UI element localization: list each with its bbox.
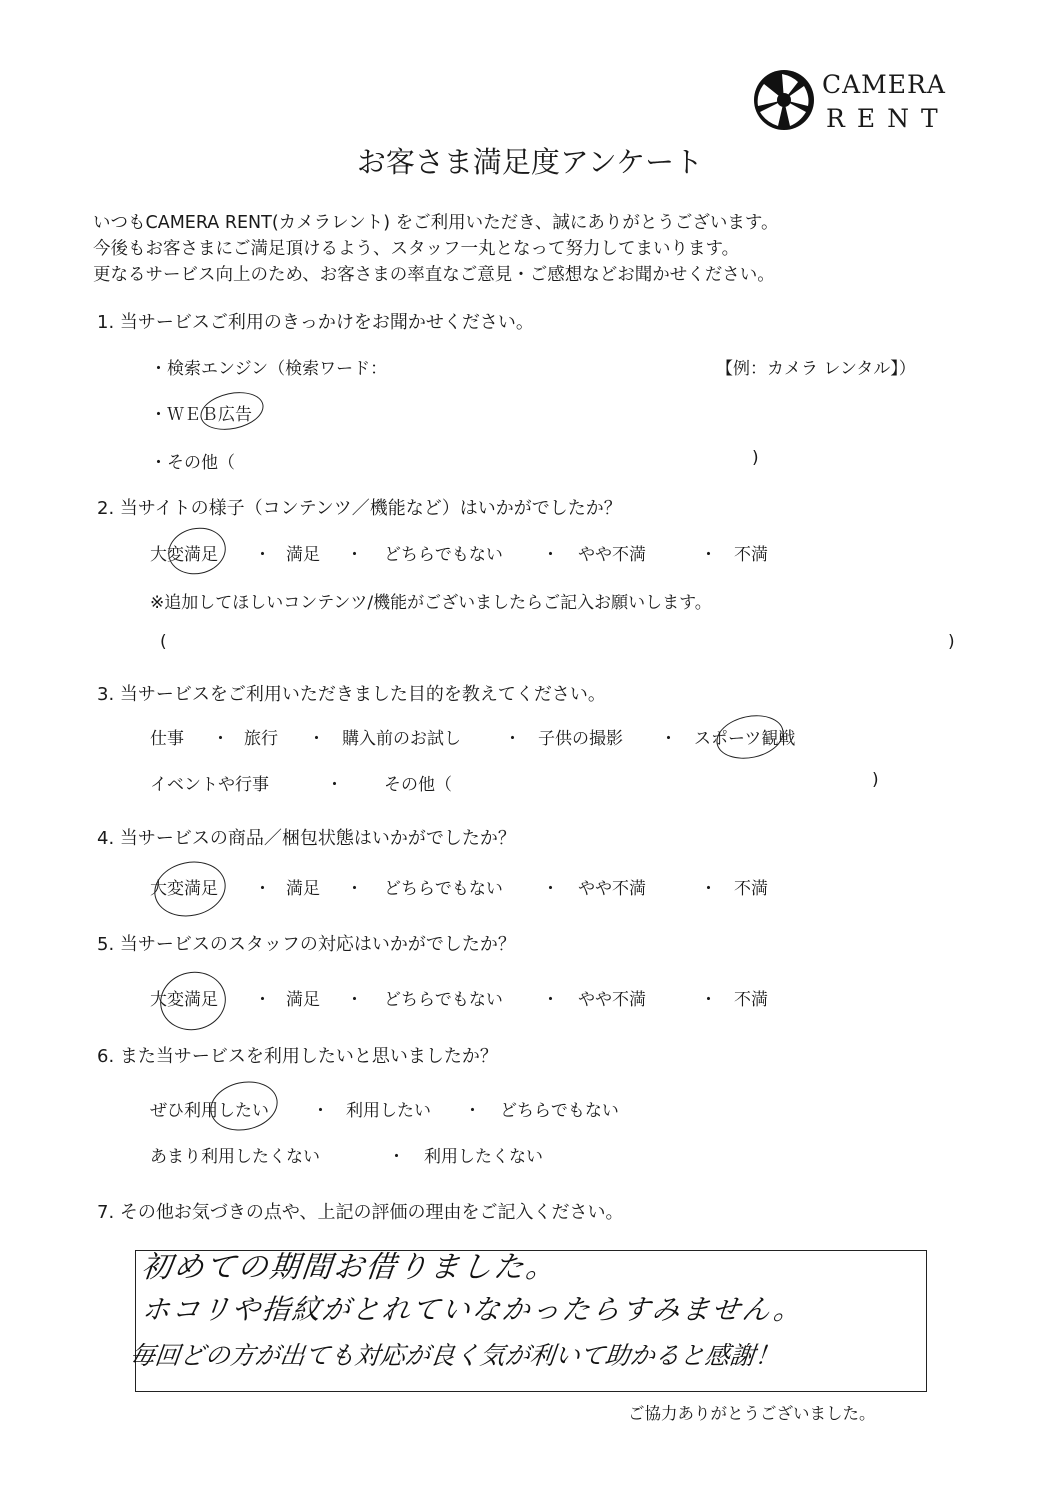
selection-circle-mark [164,522,230,579]
q5-option-neutral[interactable]: どちらでもない [384,990,503,1010]
q1-other-close: ) [752,448,759,468]
separator: ・ [254,545,271,565]
q6-option-definitely[interactable]: ぜひ利用したい [150,1101,269,1121]
separator: ・ [346,879,363,899]
logo-text-rent: RENT [826,104,950,133]
q3-other-close: ) [872,770,879,790]
q1-option-other[interactable]: ・その他（ [150,453,235,473]
page-title: お客さま満足度アンケート [356,145,704,179]
separator: ・ [700,990,717,1010]
handwritten-comment-line: 毎回どの方が出ても対応が良く気が利いて助かると感謝！ [128,1341,782,1370]
camera-rent-logo [752,68,952,138]
handwritten-comment-line: ホコリや指紋がとれていなかったらすみません。 [140,1293,806,1326]
q5-option-very-satisfied[interactable]: 大変満足 [150,990,218,1010]
q3-option-trial[interactable]: 購入前のお試し [342,729,461,749]
separator: ・ [346,545,363,565]
separator: ・ [326,775,343,795]
separator: ・ [254,879,271,899]
q1-search-example: 【例：カメラ レンタル】） [716,359,916,379]
separator: ・ [308,729,325,749]
q3-option-travel[interactable]: 旅行 [244,729,278,749]
q2-option-satisfied[interactable]: 満足 [286,545,320,565]
intro-text [93,210,779,288]
intro-line: いつもCAMERA RENT(カメラレント) をご利用いただき、誠にありがとうございます。 [93,213,779,233]
separator: ・ [542,545,559,565]
question-2-label: 2. 当サイトの様子（コンテンツ／機能など）はいかがでしたか？ [97,498,622,519]
q6-option-no[interactable]: 利用したくない [424,1147,543,1167]
q2-input-close: ) [948,632,955,652]
q5-option-somewhat-dissatisfied[interactable]: やや不満 [578,990,646,1010]
question-7-label: 7. その他お気づきの点や、上記の評価の理由をご記入ください。 [97,1202,624,1223]
intro-line: 今後もお客さまにご満足頂けるよう、スタッフ一丸となって努力してまいります。 [93,239,740,259]
q3-option-children[interactable]: 子供の撮影 [538,729,623,749]
question-5-label: 5. 当サービスのスタッフの対応はいかがでしたか？ [97,934,516,955]
selection-circle-mark [149,855,231,923]
separator: ・ [700,879,717,899]
separator: ・ [346,990,363,1010]
intro-line: 更なるサービス向上のため、お客さまの率直なご意見・ご感想などお聞かせください。 [93,265,775,285]
separator: ・ [464,1101,481,1121]
selection-circle-mark [712,709,787,764]
q3-option-events[interactable]: イベントや行事 [150,775,269,795]
q3-option-sports[interactable]: スポーツ観戦 [694,729,796,749]
separator: ・ [212,729,229,749]
separator: ・ [542,879,559,899]
q3-option-other[interactable]: その他（ [384,775,452,795]
logo-text-camera: CAMERA [822,70,946,99]
shutter-icon [752,68,816,132]
selection-circle-mark [206,1075,282,1136]
separator: ・ [542,990,559,1010]
q2-option-dissatisfied[interactable]: 不満 [734,545,768,565]
separator: ・ [504,729,521,749]
q4-option-neutral[interactable]: どちらでもない [384,879,503,899]
q5-option-dissatisfied[interactable]: 不満 [734,990,768,1010]
q2-option-neutral[interactable]: どちらでもない [384,545,503,565]
footer-thanks: ご協力ありがとうございました。 [628,1404,876,1423]
q6-option-yes[interactable]: 利用したい [346,1101,431,1121]
separator: ・ [312,1101,329,1121]
q2-note: ※追加してほしいコンテンツ/機能がございましたらご記入お願いします。 [150,593,712,613]
separator: ・ [388,1147,405,1167]
separator: ・ [660,729,677,749]
handwritten-comment-line: 初めての期間お借りました。 [139,1250,560,1285]
q4-option-satisfied[interactable]: 満足 [286,879,320,899]
separator: ・ [700,545,717,565]
q2-option-very-satisfied[interactable]: 大変満足 [150,545,218,565]
question-3-label: 3. 当サービスをご利用いただきました目的を教えてください。 [97,684,606,705]
q3-option-work[interactable]: 仕事 [150,729,184,749]
question-4-label: 4. 当サービスの商品／梱包状態はいかがでしたか？ [97,828,516,849]
q1-option-web-ad[interactable]: ・ＷＥＢ広告 [150,405,252,425]
q2-option-somewhat-dissatisfied[interactable]: やや不満 [578,545,646,565]
q2-input-open: ( [160,632,167,652]
question-6-label: 6. また当サービスを利用したいと思いましたか？ [97,1046,498,1067]
q6-option-not-much[interactable]: あまり利用したくない [150,1147,320,1167]
question-1-label: 1. 当サービスご利用のきっかけをお聞かせください。 [97,312,534,333]
q5-option-satisfied[interactable]: 満足 [286,990,320,1010]
q4-option-dissatisfied[interactable]: 不満 [734,879,768,899]
q4-option-very-satisfied[interactable]: 大変満足 [150,879,218,899]
selection-circle-mark [155,966,232,1036]
separator: ・ [254,990,271,1010]
q1-option-search-engine[interactable]: ・検索エンジン（検索ワード： [150,359,388,379]
q6-option-neutral[interactable]: どちらでもない [500,1101,619,1121]
q4-option-somewhat-dissatisfied[interactable]: やや不満 [578,879,646,899]
selection-circle-mark [197,387,267,436]
